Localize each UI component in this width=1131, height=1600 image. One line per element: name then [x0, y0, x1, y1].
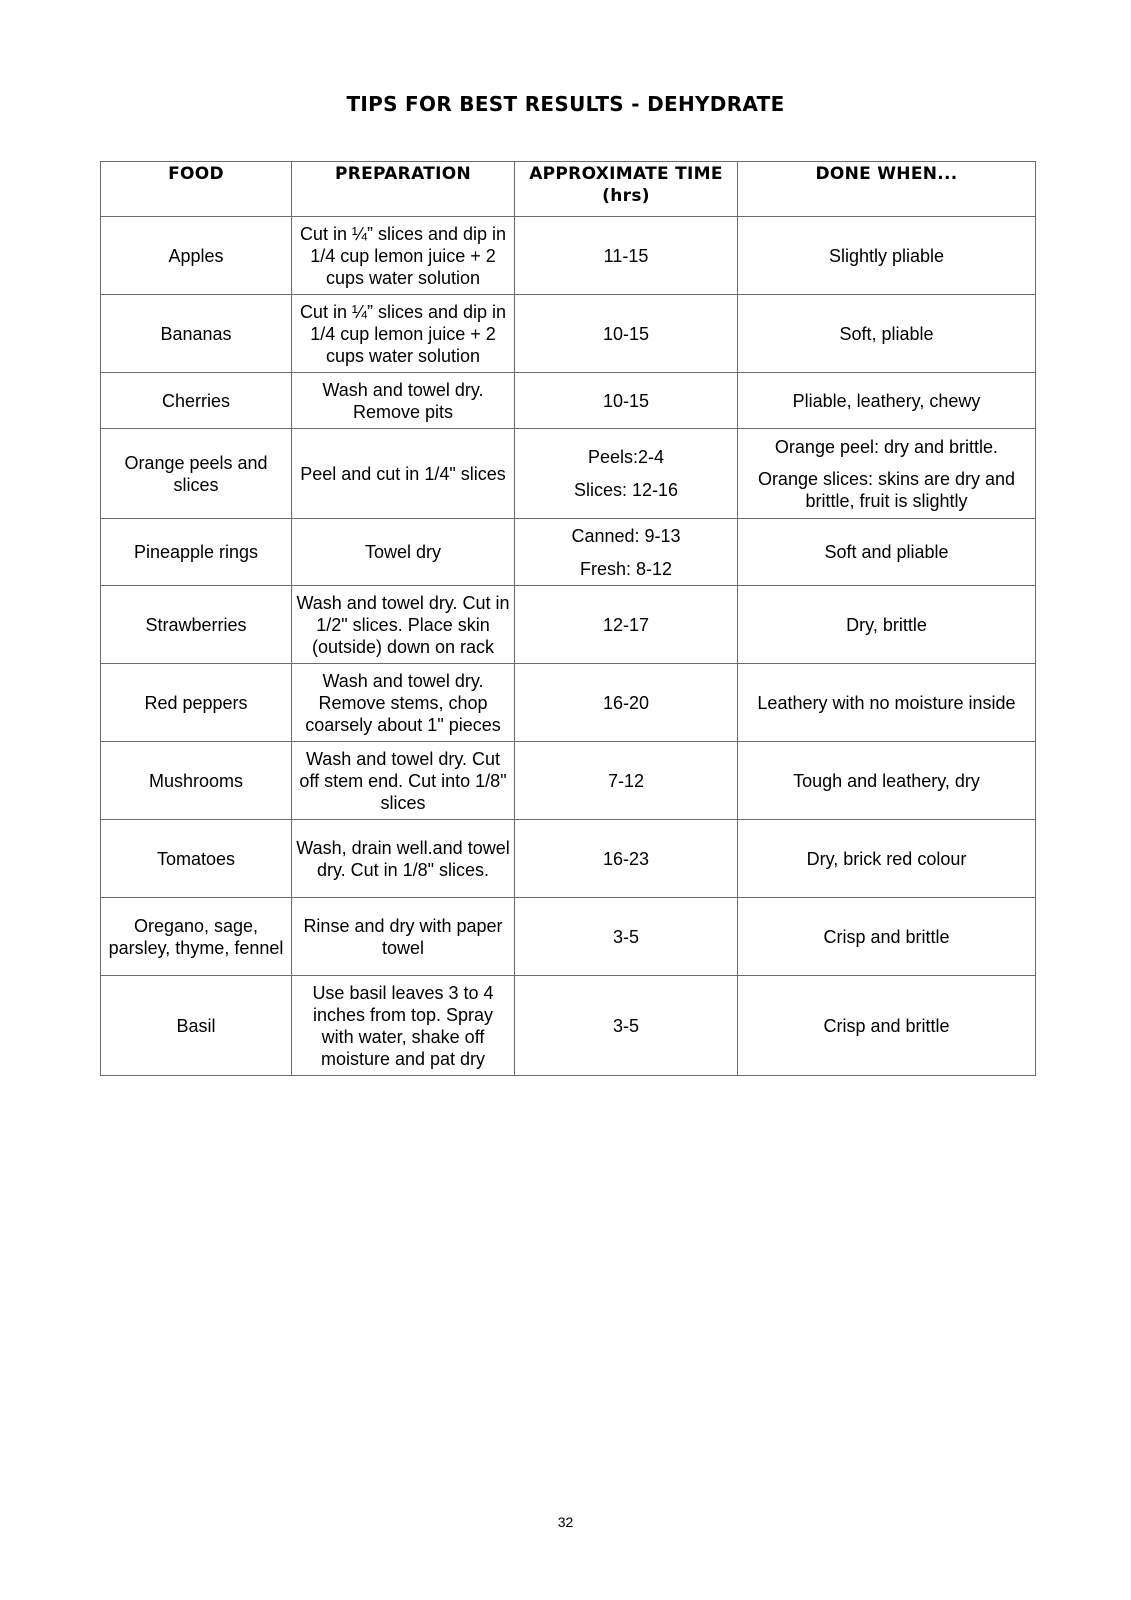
done-cell: Slightly pliable	[738, 217, 1036, 295]
table-row	[101, 295, 1036, 373]
food-cell: Pineapple rings	[101, 519, 292, 586]
food-cell: Strawberries	[101, 586, 292, 664]
food-cell: Cherries	[101, 373, 292, 429]
preparation-cell: Wash and towel dry. Cut in 1/2" slices. Place skin (outside) down on rack	[292, 586, 515, 664]
time-cell: 3-5	[515, 898, 738, 976]
preparation-cell: Wash, drain well.and towel dry. Cut in 1/8" slices.	[292, 820, 515, 898]
time-slices: Slices: 12-16	[573, 480, 679, 500]
time-cell: 11-15	[515, 217, 738, 295]
done-peel: Orange peel: dry and brittle.	[774, 436, 999, 457]
table-row	[101, 664, 1036, 742]
done-cell: Tough and leathery, dry	[738, 742, 1036, 820]
preparation-cell: Peel and cut in 1/4" slices	[292, 429, 515, 519]
done-cell: Crisp and brittle	[738, 898, 1036, 976]
done-cell: Pliable, leathery, chewy	[738, 373, 1036, 429]
table-row	[101, 898, 1036, 976]
done-cell: Dry, brick red colour	[738, 820, 1036, 898]
time-cell: 16-23	[515, 820, 738, 898]
time-cell: 10-15	[515, 295, 738, 373]
food-cell: Bananas	[101, 295, 292, 373]
table-row	[101, 742, 1036, 820]
column-header-done: DONE WHEN...	[738, 162, 1036, 217]
page-number: 32	[557, 1514, 574, 1530]
dehydrate-tips-table	[100, 161, 1036, 1076]
food-cell: Tomatoes	[101, 820, 292, 898]
food-cell: Oregano, sage, parsley, thyme, fennel	[101, 898, 292, 976]
table-row	[101, 217, 1036, 295]
page-title: TIPS FOR BEST RESULTS - DEHYDRATE	[346, 92, 785, 116]
done-cell: Dry, brittle	[738, 586, 1036, 664]
done-cell: Crisp and brittle	[738, 976, 1036, 1076]
food-cell: Orange peels and slices	[101, 429, 292, 519]
food-cell: Mushrooms	[101, 742, 292, 820]
food-cell: Apples	[101, 217, 292, 295]
time-canned: Canned: 9-13	[571, 525, 681, 546]
table-header-row	[101, 162, 1036, 217]
time-peels: Peels:2-4	[587, 447, 665, 467]
time-cell: 10-15	[515, 373, 738, 429]
table-row	[101, 429, 1036, 519]
preparation-cell: Wash and towel dry. Remove stems, chop coarsely about 1" pieces	[292, 664, 515, 742]
time-cell	[515, 429, 738, 519]
time-cell: 3-5	[515, 976, 738, 1076]
done-cell: Soft, pliable	[738, 295, 1036, 373]
preparation-cell: Wash and towel dry. Cut off stem end. Cut into 1/8" slices	[292, 742, 515, 820]
preparation-cell: Cut in ¼” slices and dip in 1/4 cup lemon juice + 2 cups water solution	[292, 295, 515, 373]
time-cell: 16-20	[515, 664, 738, 742]
food-cell: Red peppers	[101, 664, 292, 742]
column-header-time: APPROXIMATE TIME (hrs)	[515, 162, 738, 217]
done-cell: Soft and pliable	[738, 519, 1036, 586]
time-fresh: Fresh: 8-12	[579, 558, 673, 579]
preparation-cell: Towel dry	[292, 519, 515, 586]
done-slices: Orange slices: skins are dry and brittle, fruit is slightly	[757, 468, 1016, 511]
preparation-cell: Cut in ¼” slices and dip in 1/4 cup lemon juice + 2 cups water solution	[292, 217, 515, 295]
time-cell: 7-12	[515, 742, 738, 820]
food-cell: Basil	[101, 976, 292, 1076]
time-cell: 12-17	[515, 586, 738, 664]
column-header-food: FOOD	[101, 162, 292, 217]
table-row	[101, 820, 1036, 898]
done-cell	[738, 429, 1036, 519]
table-row	[101, 373, 1036, 429]
column-header-preparation: PREPARATION	[292, 162, 515, 217]
preparation-cell: Use basil leaves 3 to 4 inches from top. Spray with water, shake off moisture and pat dry	[292, 976, 515, 1076]
preparation-cell: Wash and towel dry. Remove pits	[292, 373, 515, 429]
table-row	[101, 586, 1036, 664]
table-row	[101, 976, 1036, 1076]
table-row	[101, 519, 1036, 586]
done-cell: Leathery with no moisture inside	[738, 664, 1036, 742]
preparation-cell: Rinse and dry with paper towel	[292, 898, 515, 976]
time-cell	[515, 519, 738, 586]
